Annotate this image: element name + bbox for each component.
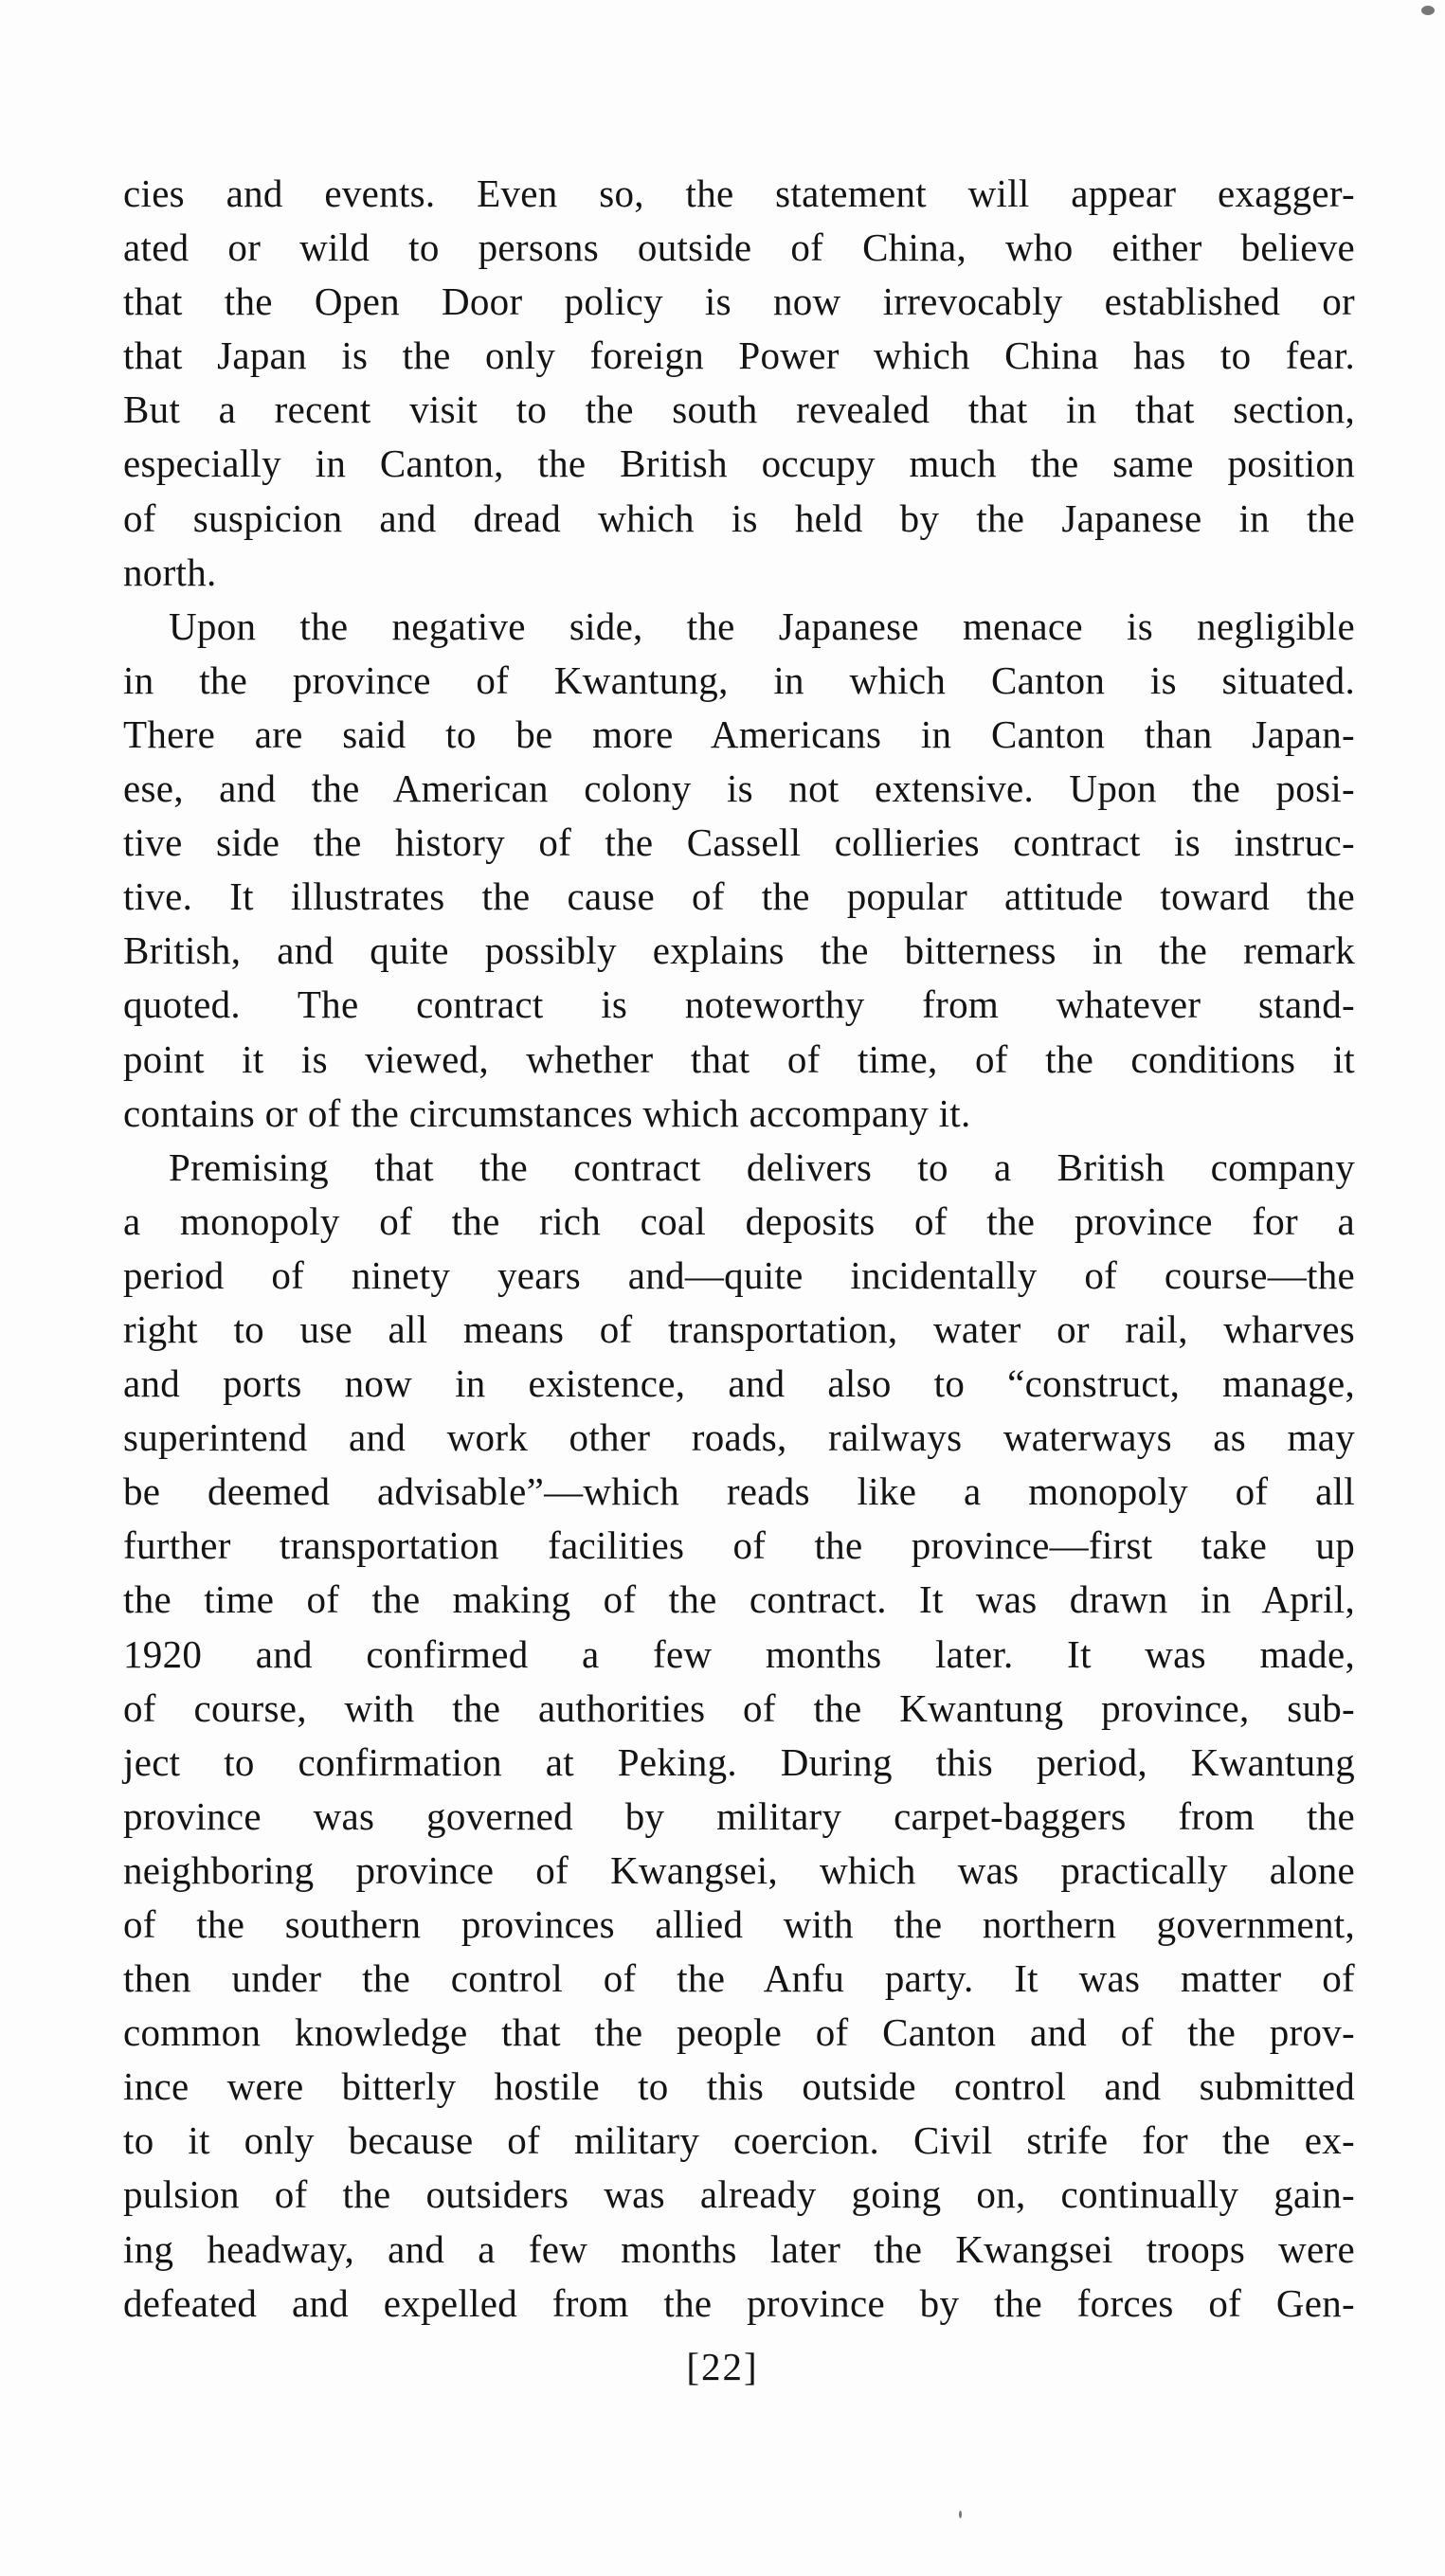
text-line: contains or of the circumstances which accompany it. [123,1090,971,1135]
text-line: north. [123,549,217,594]
paragraph [123,1141,1355,2331]
text-line: ject to confirmation at Peking. During this period, Kwantung [123,1739,1355,1784]
text-line: a monopoly of the rich coal deposits of the province for a [123,1198,1355,1243]
page-number: [22] [686,2345,759,2388]
text-line: ince were bitterly hostile to this outside control and submitted [123,2064,1355,2109]
text-line: quoted. The contract is noteworthy from whatever stand- [123,982,1355,1027]
text-line: cies and events. Even so, the statement will appear exagger- [123,171,1355,215]
text-line: pulsion of the outsiders was already going on, continually gain- [123,2172,1355,2217]
text-line: be deemed advisable”—which reads like a monopoly of all [123,1469,1355,1514]
text-line: then under the control of the Anfu party. It was matter of [123,1956,1355,2001]
text-line: and ports now in existence, and also to “construct, manage, [123,1361,1355,1406]
text-line: further transportation facilities of the province—first take up [123,1523,1355,1568]
scan-speck [1421,6,1435,15]
text-line: in the province of Kwantung, in which Canton is situated. [123,658,1355,702]
text-line: period of ninety years and—quite incidentally of course—the [123,1252,1355,1297]
text-line: that the Open Door policy is now irrevocably established or [123,279,1355,324]
text-line: especially in Canton, the British occupy much the same position [123,441,1355,486]
text-line: province was governed by military carpet-baggers from the [123,1793,1355,1838]
text-line: superintend and work other roads, railways waterways as may [123,1415,1355,1460]
text-line: right to use all means of transportation, water or rail, wharves [123,1306,1355,1351]
text-line: the time of the making of the contract. It was drawn in April, [123,1577,1355,1622]
text-line: tive. It illustrates the cause of the popular attitude toward the [123,874,1355,919]
text-line: But a recent visit to the south revealed that in that section, [123,387,1355,432]
text-line: defeated and expelled from the province by the forces of Gen- [123,2280,1355,2325]
text-line: that Japan is the only foreign Power which China has to fear. [123,333,1355,378]
paragraph [123,600,1355,1141]
body-text [123,167,1355,2331]
scan-speck [959,2511,962,2518]
text-line: There are said to be more Americans in Canton than Japan- [123,712,1355,756]
text-line: ing headway, and a few months later the Kwangsei troops were [123,2226,1355,2271]
text-line: British, and quite possibly explains the bitterness in the remark [123,928,1355,973]
text-line: to it only because of military coercion. Civil strife for the ex- [123,2118,1355,2163]
text-line: tive side the history of the Cassell collieries contract is instruc- [123,820,1355,865]
text-line: of the southern provinces allied with the northern government, [123,1902,1355,1946]
text-line: neighboring province of Kwangsei, which was practically alone [123,1847,1355,1892]
text-line: common knowledge that the people of Canton and of the prov- [123,2010,1355,2055]
text-line: of course, with the authorities of the Kwantung province, sub- [123,1685,1355,1730]
text-line: ese, and the American colony is not extensive. Upon the posi- [123,766,1355,811]
text-line: ated or wild to persons outside of China, who either believe [123,225,1355,270]
text-line: of suspicion and dread which is held by the Japanese in the [123,495,1355,540]
paragraph [123,167,1355,600]
text-line: point it is viewed, whether that of time, of the conditions it [123,1036,1355,1081]
text-line: 1920 and confirmed a few months later. It was made, [123,1631,1355,1676]
text-line: Upon the negative side, the Japanese menace is negligible [169,603,1355,648]
text-line: Premising that the contract delivers to a British company [169,1144,1355,1189]
